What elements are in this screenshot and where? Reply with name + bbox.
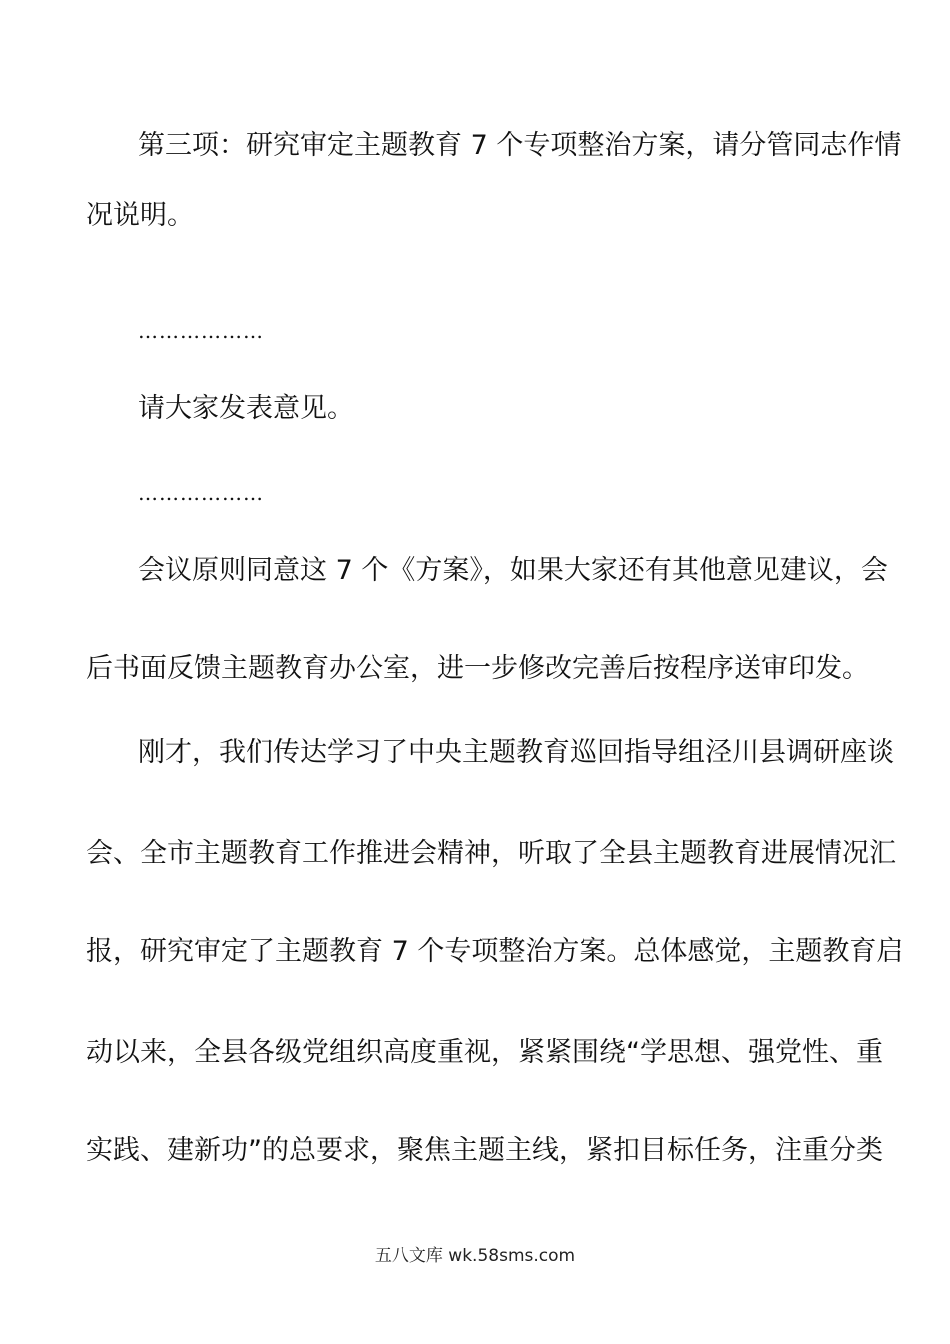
paragraph-line: 实践、建新功”的总要求，聚焦主题主线，紧扣目标任务，注重分类	[86, 1135, 883, 1166]
paragraph-line: 刚才，我们传达学习了中央主题教育巡回指导组泾川县调研座谈	[138, 737, 894, 768]
paragraph-line: 会、全市主题教育工作推进会精神，听取了全县主题教育进展情况汇	[86, 838, 896, 869]
ellipsis-line: ………………	[138, 319, 264, 343]
paragraph-line: 况说明。	[86, 200, 194, 231]
ellipsis-line: ………………	[138, 481, 264, 505]
paragraph-line: 动以来，全县各级党组织高度重视，紧紧围绕“学思想、强党性、重	[86, 1037, 883, 1068]
page-footer: 五八文库 wk.58sms.com	[374, 1246, 576, 1266]
paragraph-line: 第三项：研究审定主题教育 7 个专项整治方案，请分管同志作情	[138, 130, 902, 161]
paragraph-line: 报，研究审定了主题教育 7 个专项整治方案。总体感觉，主题教育启	[86, 936, 904, 967]
paragraph-line: 后书面反馈主题教育办公室，进一步修改完善后按程序送审印发。	[86, 653, 869, 684]
paragraph-line: 请大家发表意见。	[138, 393, 354, 424]
paragraph-line: 会议原则同意这 7 个《方案》，如果大家还有其他意见建议，会	[138, 555, 888, 586]
